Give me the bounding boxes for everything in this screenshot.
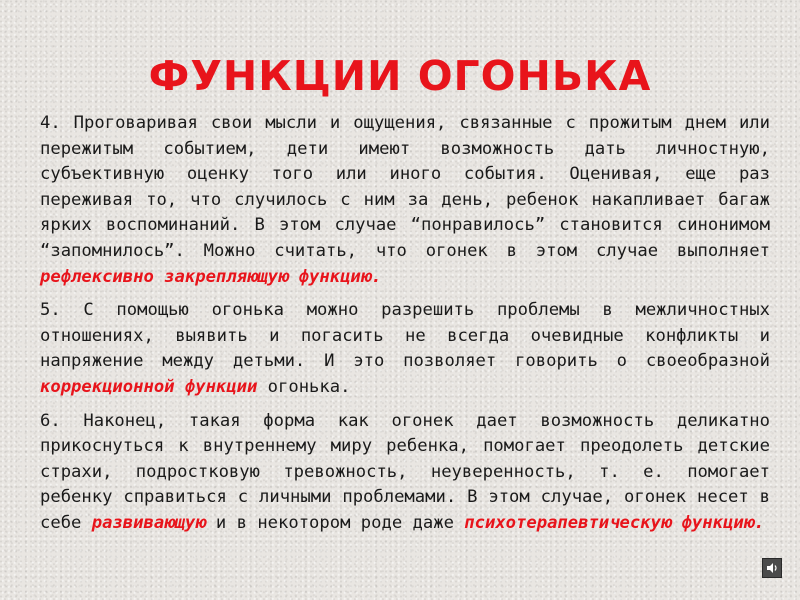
highlight-psychotherapeutic-function: психотерапевтическую функцию.: [464, 512, 765, 533]
highlight-reflexive-function: рефлексивно закрепляющую функцию.: [40, 266, 382, 287]
highlight-developing: развивающую: [91, 512, 206, 533]
highlight-corrective-function: коррекционной функции: [40, 376, 258, 397]
paragraph-6-middle: и в некотором роде даже: [205, 512, 465, 533]
paragraph-5: [22, 298, 770, 400]
paragraph-4: [22, 111, 770, 290]
paragraph-5-tail: огонька.: [257, 376, 351, 397]
paragraph-4-text: 4. Проговаривая свои мысли и ощущения, связанные с прожитым днем или пережитым событием, дети имеют возможность дать личностную, субъективную оценку того или иного события. Оценивая, еще раз переживая то, что случилось с ним за день, ребенок накапливает багаж ярких воспоминаний. В этом случае “понравилось” становится синонимом “запомнилось”. Можно считать, что огонек в этом случае выполняет: [40, 113, 770, 261]
paragraph-5-text: 5. С помощью огонька можно разрешить проблемы в межличностных отношениях, выявить и погасить не всегда очевидные конфликты и напряжение между детьми. И это позволяет говорить о своеобразной: [40, 300, 770, 372]
speaker-icon[interactable]: [762, 558, 782, 578]
slide-title: ФУНКЦИИ ОГОНЬКА: [148, 52, 652, 100]
paragraph-6: [22, 409, 770, 537]
slide-body: [22, 111, 770, 537]
paragraph-6-text: 6. Наконец, такая форма как огонек дает возможность деликатно прикоснуться к внутреннему миру ребенка, помогает преодолеть детские страхи, подростковую тревожность, неуверенность, т. е. помогает ребенку справиться с личными проблемами. В этом случае, огонек несет в себе: [40, 410, 770, 533]
